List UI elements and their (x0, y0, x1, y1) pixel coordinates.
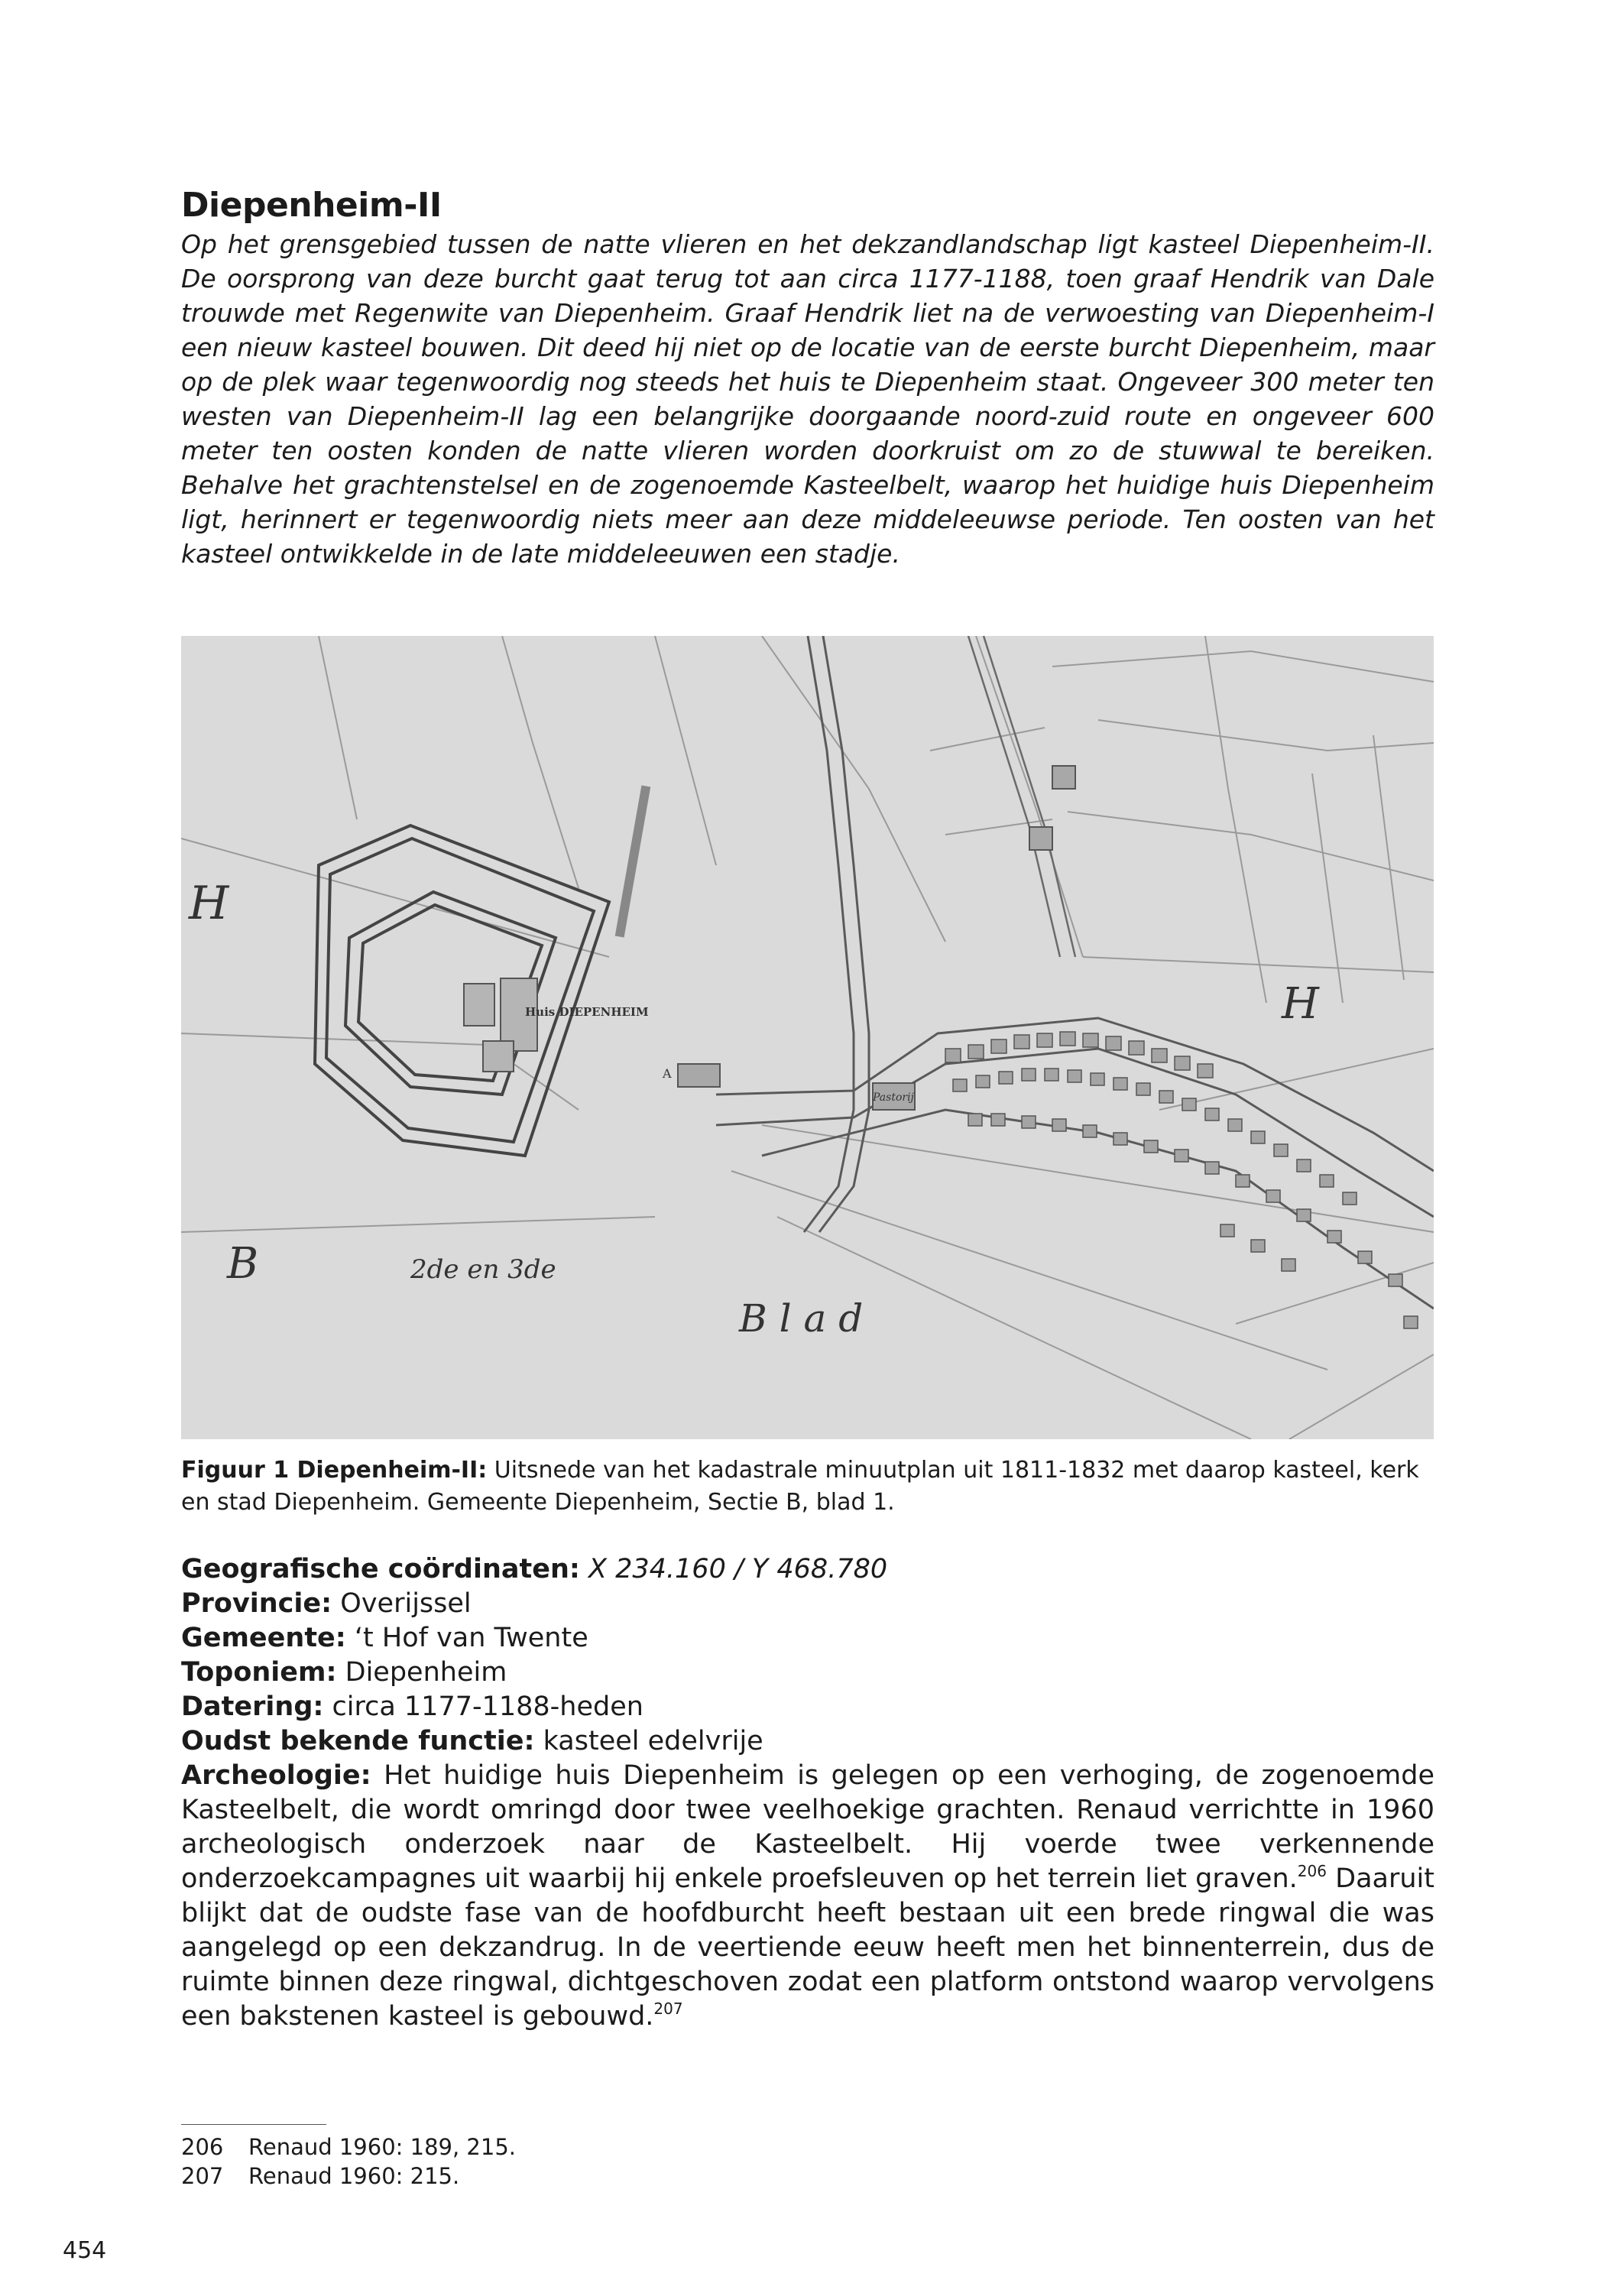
page-number: 454 (63, 2237, 107, 2264)
coords-value: X 234.160 / Y 468.780 (579, 1554, 888, 1584)
map-label-a: A (663, 1066, 672, 1081)
map-label-pastorij: Pastorij (873, 1091, 914, 1104)
provincie-row (181, 1587, 1434, 1621)
footnote-206 (181, 2132, 516, 2162)
footnote-number: 206 (181, 2134, 224, 2160)
toponiem-row (181, 1656, 1434, 1690)
figure-caption (181, 1455, 1434, 1519)
footnote-ref-206[interactable]: 206 (1297, 1862, 1327, 1880)
datering-label: Datering: (181, 1691, 324, 1722)
provincie-label: Provincie: (181, 1588, 332, 1619)
footnote-divider (181, 2124, 326, 2125)
datering-value: circa 1177-1188-heden (323, 1691, 643, 1722)
site-metadata (181, 1552, 1434, 1759)
map-label-h-right: H (1282, 979, 1319, 1029)
toponiem-label: Toponiem: (181, 1657, 337, 1688)
gemeente-label: Gemeente: (181, 1623, 346, 1653)
footnote-text: Renaud 1960: 215. (248, 2163, 460, 2189)
gemeente-value: ‘t Hof van Twente (345, 1623, 588, 1653)
caption-text: Uitsnede van het kadastrale minuutplan uit 1811-1832 met daarop kasteel, kerk en stad Diepenheim. Gemeente Diepenheim, Sectie B, blad 1. (181, 1457, 1419, 1516)
section-heading: Diepenheim-II (181, 186, 442, 225)
footnote-text: Renaud 1960: 189, 215. (248, 2134, 516, 2160)
footnote-ref-207[interactable]: 207 (653, 1999, 683, 2018)
map-label-ordinals: 2de en 3de (410, 1254, 556, 1285)
coords-label: Geografische coördinaten: (181, 1554, 580, 1584)
coords-row (181, 1552, 1434, 1587)
map-label-b-left: B (227, 1239, 259, 1289)
functie-value: kasteel edelvrije (534, 1726, 763, 1756)
toponiem-value: Diepenheim (336, 1657, 507, 1688)
cadastral-map-figure (181, 636, 1434, 1439)
footnote-number: 207 (181, 2163, 224, 2189)
map-label-huis: Huis DIEPENHEIM (525, 1005, 649, 1019)
functie-row (181, 1724, 1434, 1759)
intro-paragraph: Op het grensgebied tussen de natte vlieren en het dekzandlandschap ligt kasteel Diepenheim-II. De oorsprong van deze burcht gaat terug tot aan circa 1177-1188, toen graaf Hendrik van Dale trouwde met Regenwite van Diepenheim. Graaf Hendrik liet na de verwoesting van Diepenheim-I een nieuw kasteel bouwen. Dit deed hij niet op de locatie van de eerste burcht Diepenheim, maar op de plek waar tegenwoordig nog steeds het huis te Diepenheim staat. Ongeveer 300 meter ten westen van Diepenheim-II lag een belangrijke doorgaande noord-zuid route en ongeveer 600 meter ten oosten konden de natte vlieren worden doorkruist om zo de stuwwal te bereiken. Behalve het grachtenstelsel en de zogenoemde Kasteelbelt, waarop het huidige huis Diepenheim ligt, herinnert er tegenwoordig niets meer aan deze middeleeuwse periode. Ten oosten van het kasteel ontwikkelde in de late middeleeuwen een stadje. (181, 229, 1434, 569)
footnote-207 (181, 2162, 516, 2191)
footnotes (181, 2132, 516, 2191)
provincie-value: Overijssel (332, 1588, 472, 1619)
functie-label: Oudst bekende functie: (181, 1726, 535, 1756)
map-label-blad: B l a d (739, 1296, 864, 1341)
archeologie-text-2: Daaruit blijkt dat de oudste fase van de hoofdburcht heeft bestaan uit een brede ringwal die was aangelegd op een dekzandrug. In de veertiende eeuw heeft men het binnenterrein, dus de ruimte binnen deze ringwal, dichtgeschoven zodat een platform ontstond waarop vervolgens een bakstenen kasteel is gebouwd. (181, 1863, 1434, 2032)
datering-row (181, 1690, 1434, 1724)
caption-label: Figuur 1 Diepenheim-II: (181, 1457, 488, 1484)
archeologie-label: Archeologie: (181, 1760, 371, 1791)
archeologie-paragraph (181, 1759, 1434, 2034)
archeologie-text-1: Het huidige huis Diepenheim is gelegen op een verhoging, de zogenoemde Kasteelbelt, die wordt omringd door twee veelhoekige grachten. Renaud verrichtte in 1960 archeologisch onderzoek naar de Kasteelbelt. Hij voerde twee verkennende onderzoekcampagnes uit waarbij hij enkele proefsleuven op het terrein liet graven. (181, 1760, 1434, 1894)
map-label-h-left: H (189, 877, 229, 930)
gemeente-row (181, 1621, 1434, 1656)
cadastral-map-image (181, 636, 1434, 1439)
